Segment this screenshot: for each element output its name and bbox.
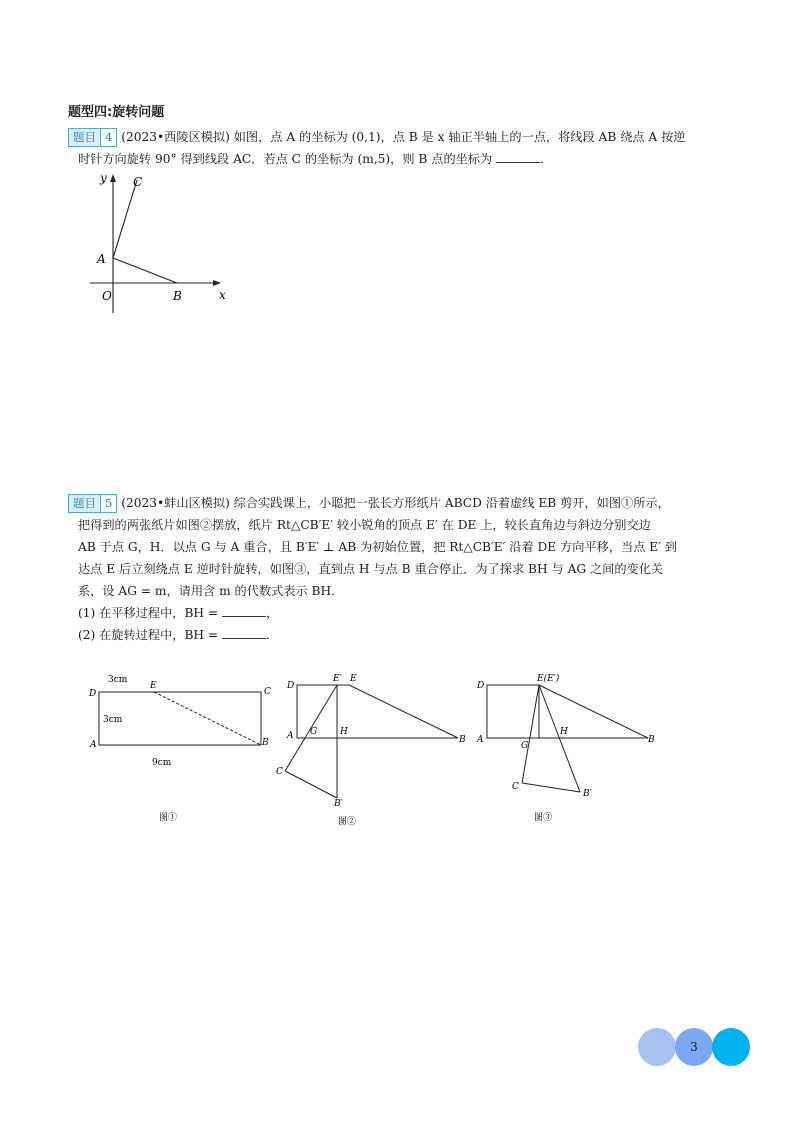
q5-sub-2-text: (2) 在旋转过程中，BH = bbox=[78, 628, 219, 642]
fig3-caption: 图③ bbox=[534, 813, 553, 823]
fig1-label-A: A bbox=[90, 740, 97, 750]
fig2-label-A: A bbox=[287, 731, 294, 741]
fig1-label-E: E bbox=[150, 681, 157, 691]
q4-label-O: O bbox=[102, 289, 112, 303]
q5-sub-2 bbox=[68, 624, 677, 646]
q5-line-1 bbox=[68, 492, 677, 514]
q5-number: 5 bbox=[101, 494, 117, 513]
fig1-label-D: D bbox=[89, 689, 97, 699]
q4-text-2: 时针方向旋转 90° 得到线段 AC．若点 C 的坐标为 (m,5)，则 B 点的坐标为 bbox=[78, 152, 493, 166]
q5-text-4: 达点 E 后立刻绕点 E 逆时针旋转，如图③，直到点 H 与点 B 重合停止．为了探求 BH 与 AG 之间的变化关 bbox=[78, 562, 664, 576]
q5-sub-1 bbox=[68, 602, 677, 624]
fig1-caption: 图① bbox=[159, 813, 178, 823]
fig3-label-G: G bbox=[521, 741, 529, 751]
fig3-label-D: D bbox=[477, 681, 485, 691]
figure-2 bbox=[276, 668, 472, 833]
q5-sub-2-blank[interactable] bbox=[222, 626, 266, 639]
fig2-label-B: B bbox=[459, 735, 466, 745]
figure-3 bbox=[476, 668, 666, 828]
q4-answer-blank[interactable] bbox=[496, 150, 540, 163]
q5-text-3: AB 于点 G，H．以点 G 与 A 重合，且 B′E′ ⊥ AB 为初始位置，把 Rt△CB′E′ 沿着 DE 方向平移，当点 E′ 到 bbox=[78, 540, 677, 554]
fig3-label-B: B bbox=[648, 735, 655, 745]
fig2-label-E: E bbox=[350, 674, 357, 684]
q4-text-2-end: . bbox=[540, 152, 544, 166]
question-5 bbox=[68, 492, 677, 646]
fig1-label-C: C bbox=[264, 687, 271, 697]
fig3-label-B1: B′ bbox=[583, 789, 592, 799]
figure-1 bbox=[86, 668, 276, 828]
q5-sub-2-end: . bbox=[266, 628, 270, 642]
fig1-dim-left: 3cm bbox=[103, 715, 123, 725]
q5-text-2: 把得到的两张纸片如图②摆放，纸片 Rt△CB′E′ 较小锐角的顶点 E′ 在 DE 上，较长直角边与斜边分别交边 bbox=[78, 518, 651, 532]
fig1-label-B: B bbox=[262, 738, 269, 748]
q4-label-C: C bbox=[133, 175, 143, 189]
page-decoration-circle-left bbox=[638, 1028, 676, 1066]
fig2-label-E1: E′ bbox=[333, 674, 342, 684]
q4-coordinate-figure bbox=[85, 168, 245, 318]
q4-label-A: A bbox=[97, 252, 106, 266]
q4-label-x: x bbox=[219, 288, 226, 302]
fig1-dim-top: 3cm bbox=[108, 675, 128, 685]
section-title: 题型四:旋转问题 bbox=[68, 105, 165, 120]
fig3-label-C: C bbox=[512, 782, 519, 792]
page-decoration-circle-right bbox=[712, 1028, 750, 1066]
q4-line-1 bbox=[68, 126, 686, 148]
fig3-label-H: H bbox=[560, 727, 568, 737]
fig2-label-D: D bbox=[287, 681, 295, 691]
question-4 bbox=[68, 126, 686, 170]
fig2-label-C: C bbox=[276, 767, 283, 777]
q4-label: 题目 bbox=[68, 128, 101, 147]
q5-sub-1-end: ， bbox=[266, 606, 279, 620]
fig3-label-A: A bbox=[477, 735, 484, 745]
q5-text-1: (2023•蚌山区模拟) 综合实践课上，小聪把一张长方形纸片 ABCD 沿着虚线 EB 剪开，如图①所示， bbox=[121, 496, 670, 510]
fig2-caption: 图② bbox=[338, 817, 357, 827]
q5-sub-1-blank[interactable] bbox=[222, 604, 266, 617]
q5-label: 题目 bbox=[68, 494, 101, 513]
q4-number: 4 bbox=[101, 128, 117, 147]
fig2-label-B1: B′ bbox=[334, 799, 343, 809]
q4-text-1: (2023•西陵区模拟) 如图，点 A 的坐标为 (0,1)，点 B 是 x 轴正半轴上的一点，将线段 AB 绕点 A 按逆 bbox=[121, 130, 686, 144]
q5-sub-1-text: (1) 在平移过程中，BH = bbox=[78, 606, 219, 620]
q4-label-y: y bbox=[100, 171, 107, 185]
fig1-dim-bottom: 9cm bbox=[152, 758, 172, 768]
q4-line-2 bbox=[68, 148, 686, 170]
fig3-label-E: E(E′) bbox=[537, 674, 560, 684]
fig2-label-G: G bbox=[310, 727, 318, 737]
fig2-label-H: H bbox=[340, 727, 348, 737]
q4-label-B: B bbox=[173, 289, 182, 303]
q5-text-5: 系，设 AG = m，请用含 m 的代数式表示 BH. bbox=[78, 584, 336, 598]
page-number: 3 bbox=[675, 1028, 713, 1066]
